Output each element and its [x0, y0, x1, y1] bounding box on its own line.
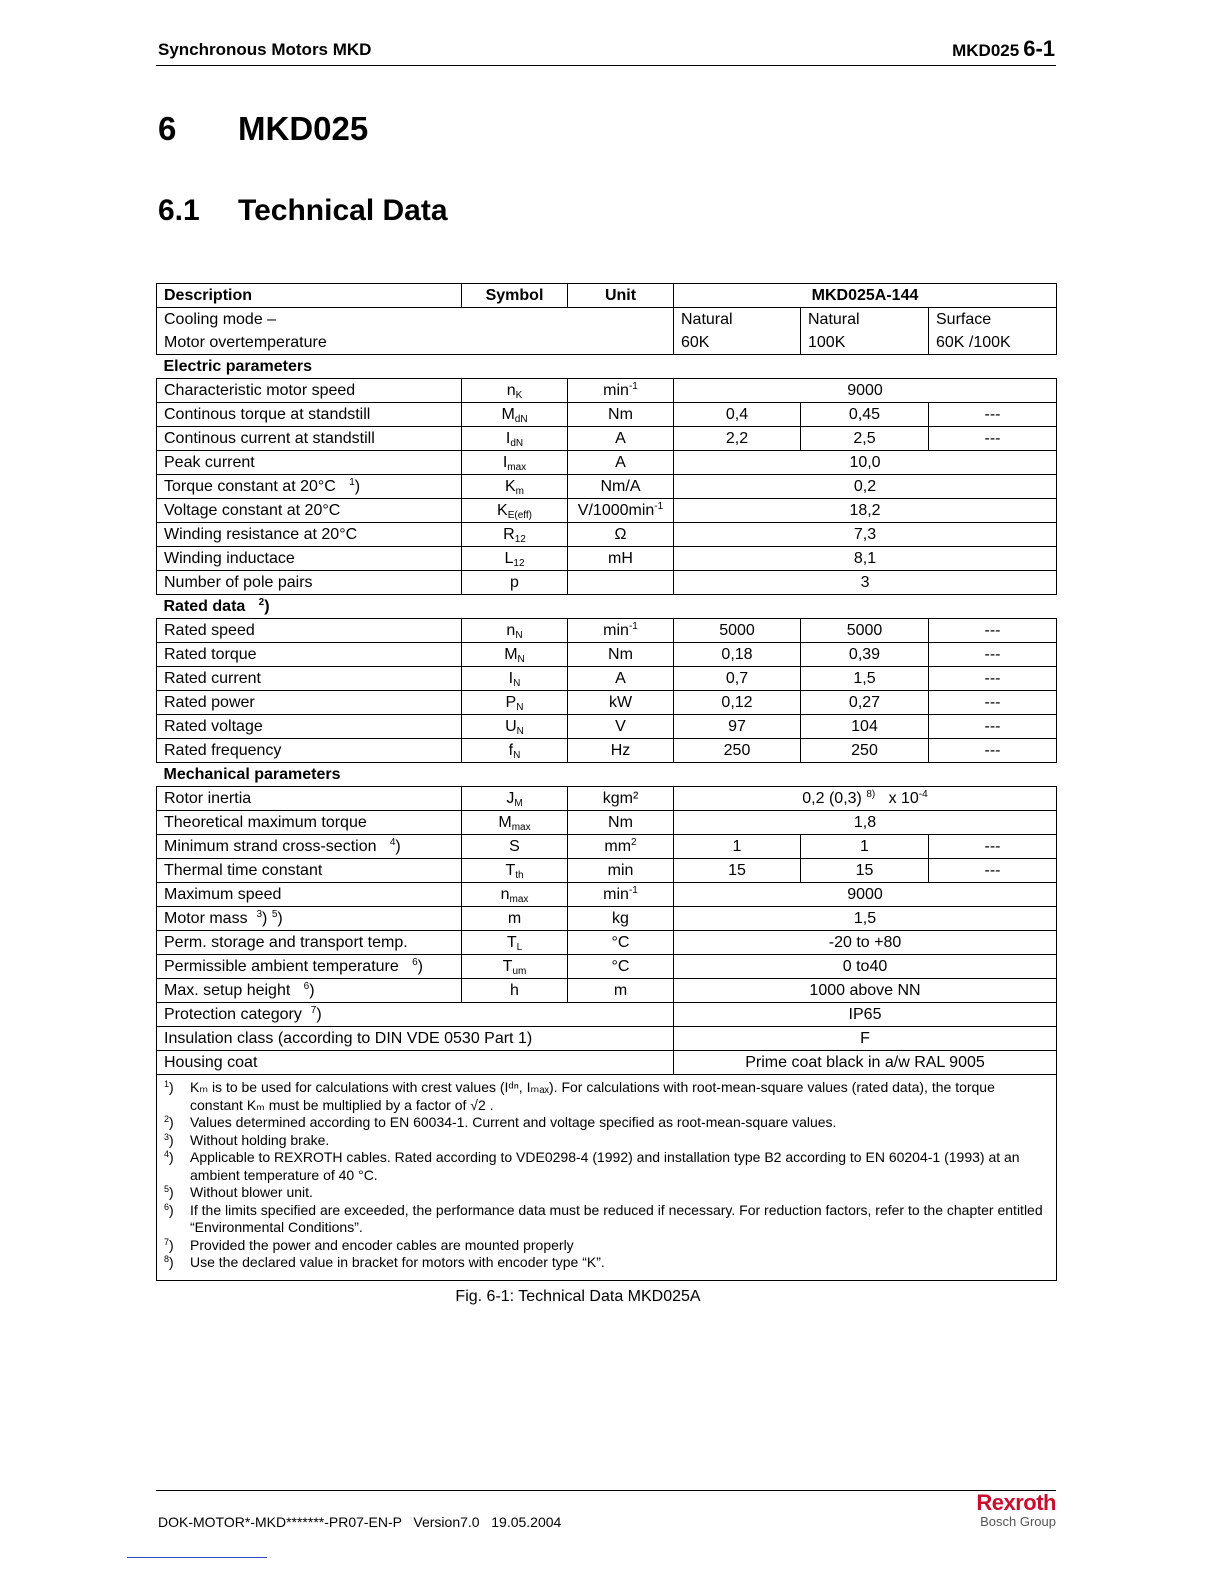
figure-caption: Fig. 6-1: Technical Data MKD025A — [455, 1288, 701, 1305]
footnote: $^5$) Without blower unit. — [164, 1184, 313, 1200]
section-row — [157, 595, 1057, 619]
col-unit: Unit — [568, 284, 674, 308]
table-row — [157, 308, 1057, 355]
table-row: Voltage constant at 20°C $K_{E(eff)}$ $V/1000\min^{-1}$ 18,2 — [157, 499, 1057, 523]
running-header-page — [952, 36, 1055, 62]
section-row — [157, 355, 1057, 379]
table-row: Maximum speed $n_{max}$ $\min^{-1}$ 9000 — [157, 883, 1057, 907]
table-row: Protection category $^7$) IP65 — [157, 1003, 1057, 1027]
footnotes — [157, 1075, 1057, 1281]
table-row: Motor mass $^3$) $^5$) m kg 1,5 — [157, 907, 1057, 931]
footnotes-row — [157, 1075, 1057, 1281]
table-row: Torque constant at 20°C $^1$) $K_m$ Nm/A 0,2 — [157, 475, 1057, 499]
table-row: Continous current at standstill $I_{dN}$ A 2,2 2,5 --- — [157, 427, 1057, 451]
footnote: $^3$) Without holding brake. — [164, 1131, 330, 1148]
header-model-code: MKD025 — [952, 41, 1020, 60]
section-row — [157, 763, 1057, 787]
table-row: Rotor inertia $J_M$ kgm² 0,2 (0,3) $^{8)}$ x $10^{-4}$ — [157, 787, 1057, 811]
link-underline — [127, 1557, 267, 1558]
footnote: $^7$) Provided the power and encoder cables are mounted properly — [164, 1236, 574, 1253]
footnote: $^6$) If the limits specified are exceeded, the performance data must be reduced if necessary. For reduction factors, refer to the chapter entitled “Environmental Conditions”. — [164, 1201, 1043, 1235]
rexroth-logo — [976, 1491, 1056, 1529]
table-row: Peak current $I_{max}$ A 10,0 — [157, 451, 1057, 475]
table-row: Permissible ambient temperature $^6$) $T_{um}$ °C 0 to40 — [157, 955, 1057, 979]
table-row: Winding inductace $L_{12}$ mH 8,1 — [157, 547, 1057, 571]
section-number: 6.1 — [158, 194, 200, 227]
table-row: Rated torque $M_N$ Nm 0,18 0,39 --- — [157, 643, 1057, 667]
table-row: Characteristic motor speed $n_K$ $\min^{-1}$ 9000 — [157, 379, 1057, 403]
footnote: $^1$) Kₘ is to be used for calculations with crest values (Iᵈⁿ, Iₘₐₓ). For calculations with root-mean-square values (rated data), the torque constant Kₘ must be multiplied by a factor of √2 . — [164, 1079, 995, 1113]
table-row: Perm. storage and transport temp. $T_L$ °C -20 to +80 — [157, 931, 1057, 955]
table-row: Theoretical maximum torque $M_{max}$ Nm 1,8 — [157, 811, 1057, 835]
table-row: Thermal time constant $T_{th}$ min 15 15 --- — [157, 859, 1057, 883]
logo-brand: Rexroth — [976, 1490, 1056, 1515]
col-symbol: Symbol — [462, 284, 568, 308]
section-mechanical: Mechanical parameters — [157, 763, 1057, 787]
cooling-surface: Surface 60K /100K — [929, 308, 1057, 355]
footnote: $^8$) Use the declared value in bracket for motors with encoder type “K”. — [164, 1254, 605, 1270]
cooling-natural-60k: Natural 60K — [674, 308, 801, 355]
section-heading — [158, 194, 448, 228]
logo-subtitle: Bosch Group — [980, 1514, 1056, 1529]
col-model: MKD025A-144 — [674, 284, 1057, 308]
page-number: 6-1 — [1023, 36, 1055, 61]
chapter-number: 6 — [158, 110, 177, 147]
chapter-heading — [158, 110, 368, 148]
table-header-row — [157, 284, 1057, 308]
footer-rule — [156, 1490, 1056, 1491]
section-electric: Electric parameters — [157, 355, 1057, 379]
table-row: Minimum strand cross-section $^4$) S $mm^2$ 1 1 --- — [157, 835, 1057, 859]
table-row: Housing coat Prime coat black in a/w RAL 9005 — [157, 1051, 1057, 1075]
table-row: Winding resistance at 20°C $R_{12}$ Ω 7,3 — [157, 523, 1057, 547]
col-description: Description — [157, 284, 462, 308]
section-title: Technical Data — [238, 194, 448, 227]
table-row: Rated current $I_N$ A 0,7 1,5 --- — [157, 667, 1057, 691]
document-id: DOK-MOTOR*-MKD*******-PR07-EN-P Version7.0 19.05.2004 — [158, 1514, 562, 1530]
table-row: Max. setup height $^6$) h m 1000 above NN — [157, 979, 1057, 1003]
chapter-title: MKD025 — [238, 110, 369, 147]
table-row: Rated frequency $f_N$ Hz 250 250 --- — [157, 739, 1057, 763]
table-row: Number of pole pairs p 3 — [157, 571, 1057, 595]
footnote: $^2$) Values determined according to EN 60034-1. Current and voltage specified as root-mean-square values. — [164, 1114, 837, 1130]
footnote: $^4$) Applicable to REXROTH cables. Rated according to VDE0298-4 (1992) and installation type B2 according to EN 60204-1 (1993) at an ambient temperature of 40 °C. — [164, 1149, 1020, 1183]
table-row: Rated power $P_N$ kW 0,12 0,27 --- — [157, 691, 1057, 715]
section-rated: Rated data $^2$) — [157, 595, 1057, 619]
table-row: Rated voltage $U_N$ V 97 104 --- — [157, 715, 1057, 739]
table-row: Continous torque at standstill $M_{dN}$ Nm 0,4 0,45 --- — [157, 403, 1057, 427]
cooling-label: Cooling mode – Motor overtemperature — [157, 308, 674, 355]
cooling-natural-100k: Natural 100K — [801, 308, 929, 355]
table-row: Insulation class (according to DIN VDE 0530 Part 1) F — [157, 1027, 1057, 1051]
technical-data-table — [156, 283, 1057, 1281]
running-header-title: Synchronous Motors MKD — [158, 40, 372, 59]
header-rule — [156, 65, 1056, 66]
table-row: Rated speed $n_N$ $\min^{-1}$ 5000 5000 --- — [157, 619, 1057, 643]
